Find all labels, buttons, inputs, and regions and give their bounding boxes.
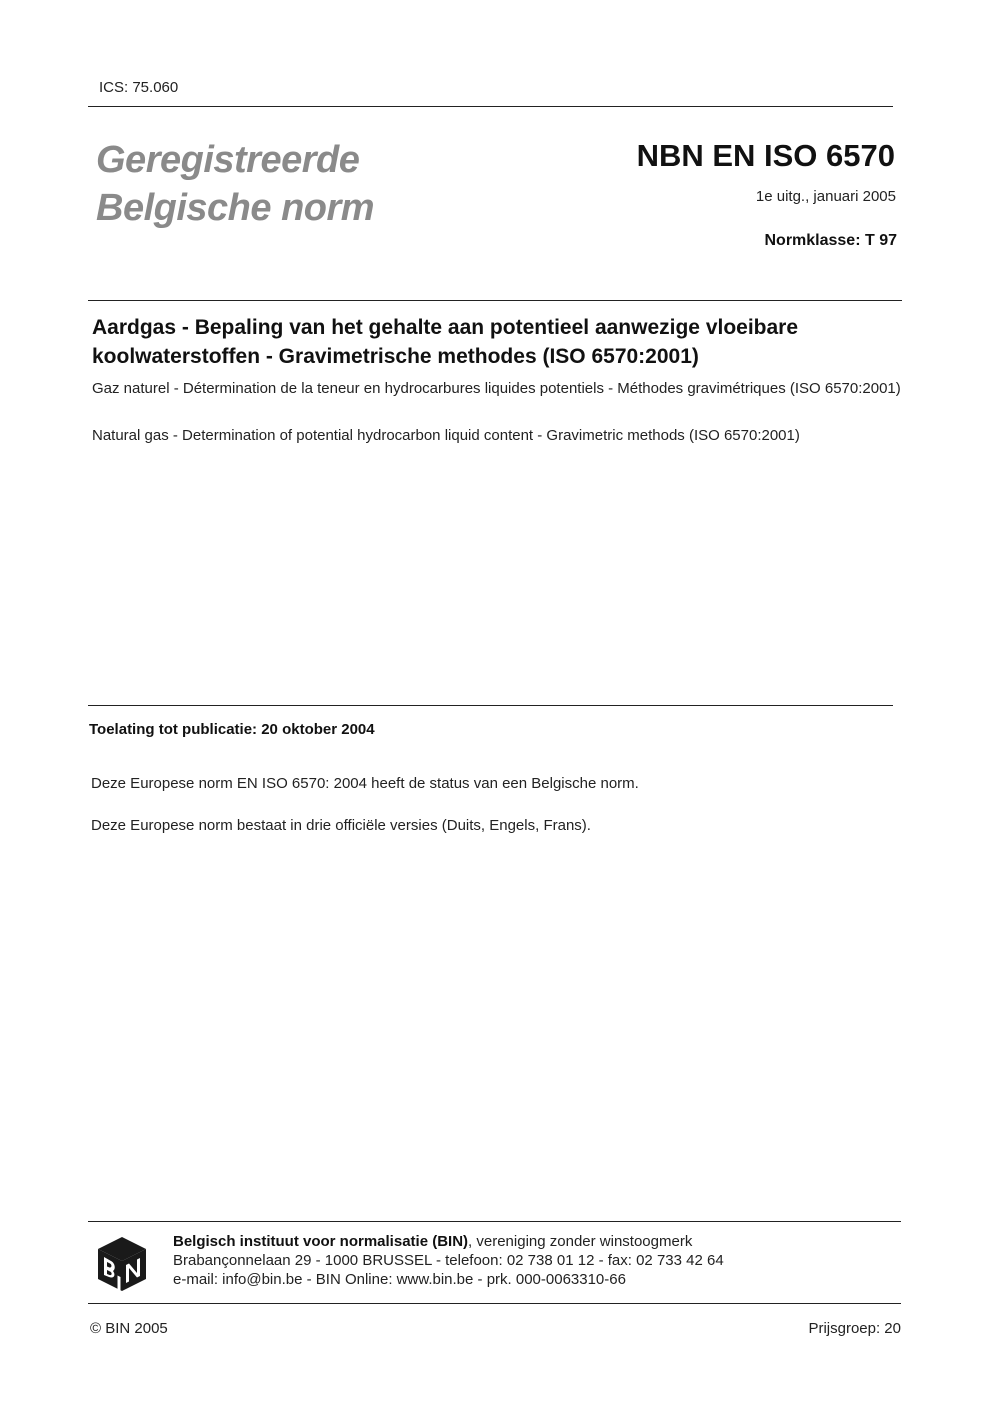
registration-title	[96, 136, 374, 232]
norm-class: Normklasse: T 97	[764, 232, 897, 249]
institute-info	[173, 1232, 724, 1289]
title-french: Gaz naturel - Détermination de la teneur en hydrocarbures liquides potentiels - Méthodes gravimétriques (ISO 6570:2001)	[92, 380, 901, 397]
title-english: Natural gas - Determination of potential hydrocarbon liquid content - Gravimetric methods (ISO 6570:2001)	[92, 427, 800, 444]
institute-suffix: , vereniging zonder winstoogmerk	[468, 1233, 693, 1250]
bin-logo-icon	[96, 1235, 148, 1293]
edition-date: 1e uitg., januari 2005	[755, 188, 896, 205]
copyright: © BIN 2005	[90, 1320, 168, 1337]
registration-title-line-2: Belgische norm	[96, 187, 375, 229]
address-line: Brabançonnelaan 29 - 1000 BRUSSEL - telefoon: 02 738 01 12 - fax: 02 733 42 64	[173, 1252, 724, 1269]
body-divider	[88, 705, 893, 706]
institute-name: Belgisch instituut voor normalisatie (BIN)	[173, 1233, 469, 1250]
title-dutch: Aardgas - Bepaling van het gehalte aan potentieel aanwezige vloeibare koolwaterstoffen - Gravimetrische methodes (ISO 6570:2001)	[92, 316, 799, 368]
footer-top-divider	[88, 1221, 901, 1222]
versions-paragraph: Deze Europese norm bestaat in drie officiële versies (Duits, Engels, Frans).	[91, 817, 591, 834]
contact-line: e-mail: info@bin.be - BIN Online: www.bin.be - prk. 000-0063310-66	[173, 1271, 626, 1288]
registration-title-line-1: Geregistreerde	[96, 139, 360, 181]
publication-approval: Toelating tot publicatie: 20 oktober 2004	[89, 721, 375, 738]
footer-bottom-divider	[88, 1303, 901, 1304]
price-group: Prijsgroep: 20	[808, 1320, 901, 1337]
institute-line	[173, 1232, 724, 1251]
status-paragraph: Deze Europese norm EN ISO 6570: 2004 heeft de status van een Belgische norm.	[91, 775, 639, 792]
top-divider	[88, 106, 893, 107]
ics-code: ICS: 75.060	[99, 79, 179, 96]
title-divider	[88, 300, 902, 301]
standard-number: NBN EN ISO 6570	[636, 138, 895, 173]
